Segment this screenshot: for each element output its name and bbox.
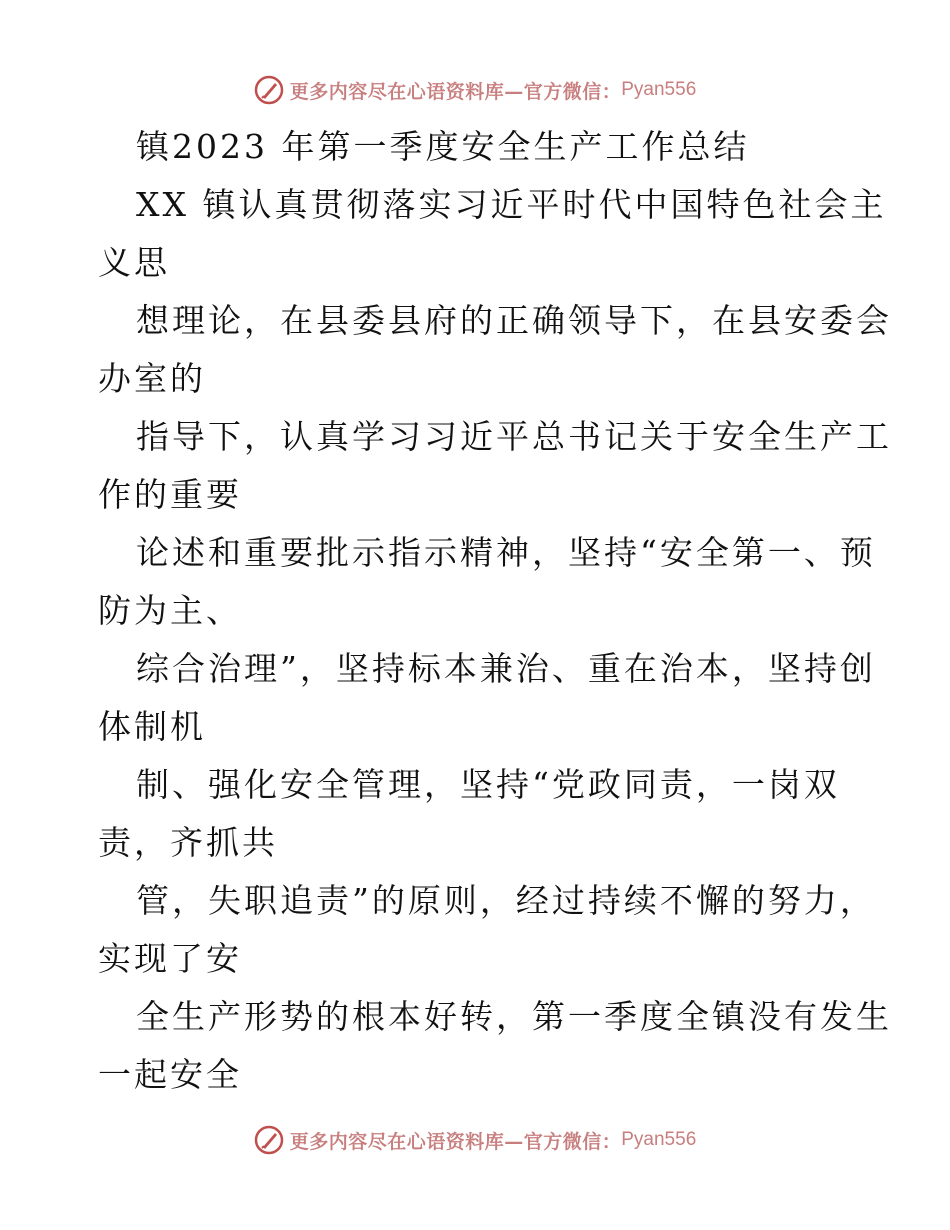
doc-line: 想理论，在县委县府的正确领导下，在县安委会 bbox=[136, 301, 892, 340]
doc-line: 办室的 bbox=[98, 359, 206, 398]
doc-line: 责，齐抓共 bbox=[98, 823, 278, 862]
banner-text: 更多内容尽在心语资料库—官方微信： bbox=[289, 80, 622, 103]
banner-wechat-id: Pyan556 bbox=[621, 79, 697, 100]
doc-line: 全生产形势的根本好转，第一季度全镇没有发生 bbox=[136, 997, 892, 1036]
footer-banner bbox=[0, 1122, 950, 1158]
doc-line: 体制机 bbox=[98, 707, 206, 746]
doc-line: XX 镇认真贯彻落实习近平时代中国特色社会主 bbox=[136, 185, 887, 224]
doc-line: 制、强化安全管理，坚持“党政同责，一岗双 bbox=[136, 765, 840, 804]
doc-line: 作的重要 bbox=[98, 475, 242, 514]
document-body bbox=[98, 118, 892, 1104]
doc-line: 综合治理”，坚持标本兼治、重在治本，坚持创 bbox=[136, 649, 876, 688]
quill-seal-icon bbox=[254, 1125, 284, 1155]
doc-line: 管，失职追责”的原则，经过持续不懈的努力， bbox=[136, 881, 876, 920]
doc-line: 义思 bbox=[98, 243, 170, 282]
doc-line: 论述和重要批示指示精神，坚持“安全第一、预 bbox=[136, 533, 876, 572]
banner-wechat-id: Pyan556 bbox=[621, 1129, 697, 1150]
doc-line: 指导下，认真学习习近平总书记关于安全生产工 bbox=[136, 417, 892, 456]
header-banner bbox=[0, 72, 950, 108]
doc-line: 实现了安 bbox=[98, 939, 242, 978]
doc-line: 镇2023 年第一季度安全生产工作总结 bbox=[136, 127, 750, 166]
doc-line: 一起安全 bbox=[98, 1055, 242, 1094]
doc-line: 防为主、 bbox=[98, 591, 242, 630]
banner-text: 更多内容尽在心语资料库—官方微信： bbox=[289, 1130, 622, 1153]
quill-seal-icon bbox=[254, 75, 284, 105]
